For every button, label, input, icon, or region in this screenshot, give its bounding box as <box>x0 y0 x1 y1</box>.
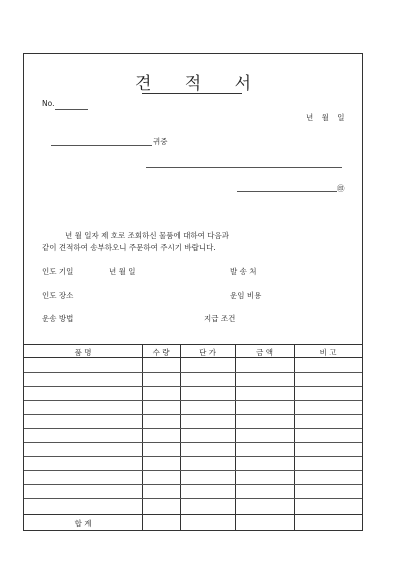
table-row <box>24 456 362 457</box>
sender-label: 발 송 처 <box>230 267 257 276</box>
document-number-label: No. <box>42 99 55 108</box>
table-row <box>24 386 362 387</box>
table-row <box>24 514 362 515</box>
header-quantity: 수 량 <box>152 348 170 357</box>
table-row <box>24 442 362 443</box>
document-title: 견 적 서 <box>134 74 266 94</box>
header-item-name: 품 명 <box>74 348 92 357</box>
table-row <box>24 400 362 401</box>
issuer-line <box>237 191 337 192</box>
table-row <box>24 484 362 485</box>
title-underline <box>142 93 242 94</box>
table-row <box>24 428 362 429</box>
body-text-line-2: 같이 견적하여 송부하오니 주문하여 주시기 바랍니다. <box>42 243 216 252</box>
recipient-suffix: 귀중 <box>153 137 168 146</box>
table-row <box>24 372 362 373</box>
table-row <box>24 498 362 499</box>
quotation-form <box>23 53 363 531</box>
seal-mark: ㊞ <box>337 184 345 193</box>
address-line <box>146 167 342 168</box>
delivery-date-value: 년 월 일 <box>109 267 136 276</box>
table-row <box>24 414 362 415</box>
issue-date: 년 월 일 <box>306 113 345 122</box>
recipient-line <box>51 145 152 146</box>
header-amount: 금 액 <box>256 348 273 357</box>
document-number-line <box>55 109 88 110</box>
total-label: 합 계 <box>74 519 92 528</box>
header-unit-price: 단 가 <box>199 348 216 357</box>
payment-terms-label: 지급 조건 <box>204 314 236 323</box>
delivery-place-label: 인도 장소 <box>42 291 74 300</box>
header-remarks: 비 고 <box>319 348 337 357</box>
table-row <box>24 470 362 471</box>
transport-cost-label: 운임 비용 <box>230 291 262 300</box>
transport-method-label: 운송 방법 <box>42 314 74 323</box>
delivery-date-label: 인도 기일 <box>42 267 74 276</box>
body-text-line-1: 년 월 일자 제 호로 조회하신 물품에 대하여 다음과 <box>65 231 229 240</box>
